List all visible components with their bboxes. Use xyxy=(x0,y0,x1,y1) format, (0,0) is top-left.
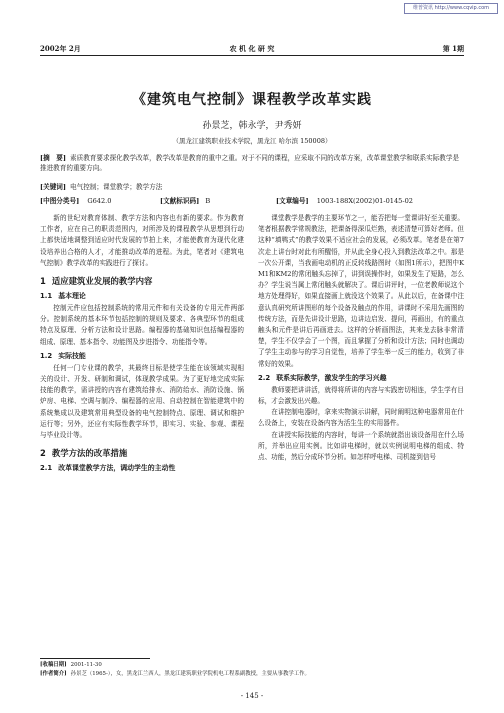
keywords-label: [关键词] xyxy=(40,183,67,191)
section-2-1-paragraph: 课堂教学是教学的主要环节之一，能否把每一堂课讲好至关重要。笔者根据教学常规教法，把课备得深瓜烂熟，表述清楚可算好老师。但这种“填鸭式”的教学效果不适应社会的发展，必须改革。笔者是在第7次走上讲台时对此有所醒悟，并从此全身心投入到教法改革之中。那是一次公开课，当我画电动机的正反转线路图时（如图1所示），把图中KM1和KM2的常闭触头忘掉了，讲到误操作时，如果发生了短路，怎么办？学生说当属上常闭触头就解决了。课后讲评时，一位老教师说这个地方处理得好，如果直接画上就没这个效果了。从此以后，在备课中注意认真研究所讲图形的每个设备及触点的作用，讲课时不采用先画图的传统方法，而是先讲设计思路，边讲边启发、提问，再画出，有的重点触头和元件是讲后再画进去。这样的分析画图法，其来龙去脉非常清楚，学生不仅学会了一个图，而且掌握了分析和设计方法；同时也调动了学生主动参与的学习自觉性，培养了学生举一反三的能力，收到了非常好的效果。 xyxy=(258,214,464,368)
section-2-1-heading: 2.1 改革课堂教学方法，调动学生的主动性 xyxy=(40,464,176,473)
classification-number: [中图分类号] G642.0 xyxy=(40,197,112,205)
page-number: - 145 - xyxy=(240,692,264,700)
article-authors: 孙景芝，韩永学，尹秀妍 xyxy=(202,121,302,131)
document-code: [文献标识码] B xyxy=(160,197,211,205)
header-date: 2002年 2月 xyxy=(40,44,81,53)
author-affiliation: （黑龙江建筑职业技术学院，黑龙江 哈尔滨 150008） xyxy=(172,137,332,145)
section-1-2-heading: 1.2 实际技能 xyxy=(40,351,86,360)
footnote-rule xyxy=(40,658,150,659)
section-2-2-heading: 2.2 联系实际教学，激发学生的学习兴趣 xyxy=(258,373,387,382)
header-issue: 第 1期 xyxy=(442,44,464,53)
section-1-2-paragraph: 任何一门专业课的教学，其最终目标是使学生能在该领域实现相关的设计、开发、研制和调试，体现教学成果。为了更好地完成实际技能的教学，需讲授的内容有建筑给排水、消防给水、消防设施、锅炉房、电梯、空调与制冷、编程器的应用、自动控制在智能建筑中的系统集成以及建筑常用典型设备的电气控制特点、原理、调试和维护运行等；另外，还应有实际性教学环节，即实习、实验、参观、课程与毕业设计等。 xyxy=(40,363,244,440)
keywords-text: 电气控制；课堂教学；教学方法 xyxy=(70,183,163,191)
footnote-received: [收稿日期] 2001-11-30 xyxy=(40,662,102,668)
section-2-2-paragraph-1: 教师要把讲讲活，就得将所讲的内容与实践密切相连，学生学有目标，才会激发出兴趣。 xyxy=(258,385,464,406)
header-journal: 农 机 化 研 究 xyxy=(229,44,275,53)
abstract-label: [摘 要] xyxy=(40,154,67,162)
source-watermark: 维普资讯 http://www.cqvip.com xyxy=(404,3,498,14)
header-rule xyxy=(40,55,464,56)
article-title: 《建筑电气控制》课程教学改革实践 xyxy=(132,92,372,108)
section-2-heading: 2 教学方法的改革措施 xyxy=(40,448,128,459)
section-1-1-paragraph: 控制元件应包括控制系统的常用元件和有关设备的专用元件两部分。控制系统的基本环节包括控制的规则及要求、各典型环节的组成特点及原理、分析方法和设计思路。编程器的基础知识包括编程器的组成、原理、基本指令、功能图及步进指令、功能指令等。 xyxy=(40,304,244,346)
keywords xyxy=(40,182,464,192)
left-column xyxy=(40,213,244,475)
abstract-text: 素质教育要求探化教学改革，教学改革是教育的重中之重。对于不同的课程，应采取不同的改革方案，改革课堂教学和联系实际教学是推进教育的重要方向。 xyxy=(40,154,460,173)
right-column xyxy=(258,213,464,463)
article-id: [文章编号] 1003-188X(2002)01-0145-02 xyxy=(276,197,413,205)
abstract xyxy=(40,153,464,174)
section-1-heading: 1 适应建筑业发展的教学内容 xyxy=(40,276,153,287)
footnote-author-info: [作者简介] 孙景芝（1965-），女，黑龙江兰西人，黑龙江建筑职业学院机电工程系副教授，主要从事教学工作。 xyxy=(40,671,310,677)
section-2-2-paragraph-2: 在讲控制电器时，拿来实物演示讲解，同时阐明这种电器常用在什么设备上，安装在设备内容为活生生的实用器件。 xyxy=(258,408,464,428)
section-1-1-heading: 1.1 基本理论 xyxy=(40,292,86,301)
section-2-2-paragraph-3: 在讲授实际技能的内容时，每讲一个系统就指出该设备用在什么场所，并举出应用实例。比如讲电梯时，就以实例说明电梯的组成、特点、功能，然后分成环节分析。如怎样呼电梯、司机接到信号 xyxy=(258,430,464,462)
intro-paragraph: 新的世纪对教育体制、教学方法和内容也有新的要求。作为教育工作者，应在自己的职责范围内，对所涉及的课程教学从思想到行动上都快适地调整到适应时代发展的节拍上来，才能使教育为现代化建设培养出合格的人才，才能推动改革的进程。为此，笔者对《建筑电气控制》教学改革的实践进行了探讨。 xyxy=(40,214,244,267)
